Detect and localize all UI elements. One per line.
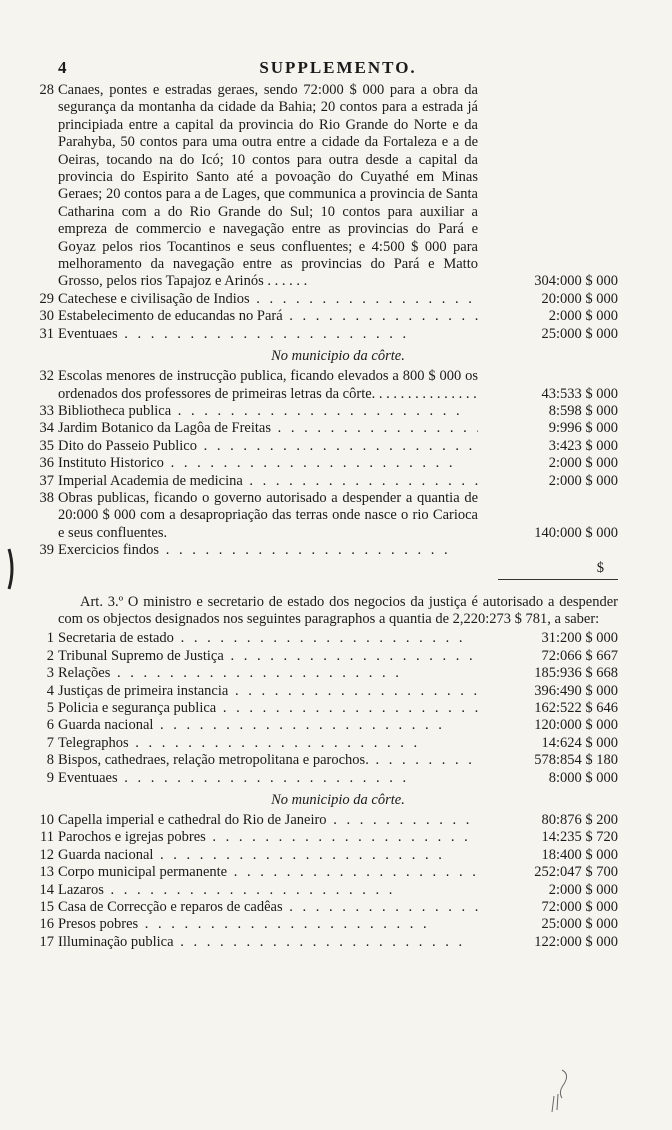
item-number: 10 (39, 812, 54, 829)
article-3-paragraph: Art. 3.º O ministro e secretario de estado dos negocios da justiça é autorisado a despender com os objectos designados nos seguintes paragraphos a quantia de 2,220:273 $ 781, a saber: (58, 593, 618, 627)
item-description: Jardim Botanico da Lagôa de Freitas . . . (58, 420, 478, 437)
budget-item (46, 630, 618, 647)
budget-item (46, 769, 618, 787)
item-amount: 72:066 $ 667 (541, 647, 618, 664)
item-number: 16 (39, 916, 54, 933)
item-number: 13 (39, 864, 54, 881)
item-number: 2 (46, 647, 54, 664)
item-description: Catechese e civilisação de Indios . . . (58, 291, 478, 308)
item-description: Exercicios findos . . . (58, 542, 478, 559)
item-description: Bibliotheca publica . . . (58, 403, 478, 420)
item-amount: 43:533 $ 000 (541, 385, 618, 402)
budget-item (39, 308, 618, 325)
item-number: 14 (39, 881, 54, 898)
budget-item (39, 812, 618, 829)
item-description: Guarda nacional . . . (58, 717, 478, 734)
section-items-1-9 (46, 630, 618, 787)
budget-item (39, 899, 618, 916)
item-number: 6 (46, 717, 54, 734)
item-description: Guarda nacional . . . (58, 847, 478, 864)
item-number: 38 (39, 489, 54, 506)
item-description: Estabelecimento de educandas no Pará . . . (58, 308, 478, 325)
item-description: Illuminação publica . . . (58, 934, 478, 951)
item-amount: 80:876 $ 200 (541, 812, 618, 829)
item-amount: 2:000 $ 000 (548, 881, 618, 898)
item-amount: 578:854 $ 180 (534, 752, 618, 769)
item-description: Policia e segurança publica . . . (58, 700, 478, 717)
item-number: 39 (39, 542, 54, 559)
item-number: 36 (39, 455, 54, 472)
item-number: 34 (39, 420, 54, 437)
item-description: Telegraphos . . . (58, 735, 478, 752)
item-description: Corpo municipal permanente . . . (58, 864, 478, 881)
item-number: 5 (46, 700, 54, 716)
budget-item (39, 846, 618, 864)
budget-item (39, 402, 618, 420)
budget-item (39, 489, 618, 542)
budget-item (39, 542, 618, 559)
item-number: 11 (40, 829, 54, 846)
item-number: 31 (39, 325, 54, 342)
budget-item (46, 647, 618, 665)
item-description: Dito do Passeio Publico . . . (58, 438, 478, 455)
page-header (58, 58, 618, 82)
item-number: 37 (39, 472, 54, 489)
item-description: Secretaria de estado . . . (58, 630, 478, 647)
subheading-municipio-corte-2: No municipio da côrte. (271, 792, 405, 809)
item-number: 17 (39, 933, 54, 950)
budget-item (46, 682, 618, 700)
item-amount: 25:000 $ 000 (541, 325, 618, 342)
item-amount: 72:000 $ 000 (541, 899, 618, 916)
item-description: Tribunal Supremo de Justiça . . . (58, 648, 478, 665)
budget-item (39, 420, 618, 437)
item-description: Escolas menores de instrucção publica, ficando elevados a 800 $ 000 os ordenados dos professores de primeiras letras da côrte. . . . . . . . . . . . . . . (58, 368, 478, 402)
item-number: 28 (39, 82, 54, 98)
item-amount: 8:000 $ 000 (548, 769, 618, 786)
item-amount: 14:235 $ 720 (541, 829, 618, 846)
budget-item (46, 700, 618, 717)
item-amount: 20:000 $ 000 (541, 290, 618, 307)
item-number: 29 (39, 290, 54, 307)
pencil-mark-icon (540, 1066, 580, 1116)
item-description: Instituto Historico . . . (58, 455, 478, 472)
item-amount: 31:200 $ 000 (541, 630, 618, 647)
item-number: 33 (39, 402, 54, 419)
section-divider (498, 579, 618, 580)
budget-item (39, 472, 618, 490)
item-amount: 25:000 $ 000 (541, 916, 618, 933)
budget-item (46, 752, 618, 769)
item-amount: 8:598 $ 000 (548, 402, 618, 419)
item-amount: 9:996 $ 000 (548, 420, 618, 437)
item-amount: 2:000 $ 000 (548, 308, 618, 325)
item-amount: 122:000 $ 000 (534, 933, 618, 950)
budget-item (46, 717, 618, 734)
budget-item (39, 864, 618, 881)
item-description: Eventuaes . . . (58, 326, 478, 343)
item-amount: 162:522 $ 646 (534, 700, 618, 716)
item-number: 4 (46, 682, 54, 699)
budget-item (39, 455, 618, 472)
item-amount: 2:000 $ 000 (548, 455, 618, 472)
item-amount: 14:624 $ 000 (541, 734, 618, 751)
item-description: Imperial Academia de medicina . . . (58, 473, 478, 490)
item-description: Capella imperial e cathedral do Rio de Janeiro . . . (58, 812, 478, 829)
section-items-28-31 (39, 82, 618, 343)
running-title: SUPPLEMENTO. (259, 58, 417, 77)
item-amount: 2:000 $ 000 (548, 472, 618, 489)
budget-item (39, 290, 618, 308)
item-number: 30 (39, 308, 54, 325)
item-description: Presos pobres . . . (58, 916, 478, 933)
item-amount: 140:000 $ 000 (534, 524, 618, 541)
budget-item (39, 881, 618, 899)
item-number: 35 (39, 437, 54, 454)
item-description: Relações . . . (58, 665, 478, 682)
item-number: 9 (46, 769, 54, 786)
budget-item (39, 368, 618, 403)
item-amount: 304:000 $ 000 (534, 273, 618, 290)
item-description: Bispos, cathedraes, relação metropolitana e parochos. . . . (58, 752, 478, 769)
item-number: 15 (39, 899, 54, 916)
item-description: Lazaros . . . (58, 882, 478, 899)
budget-item (46, 734, 618, 752)
item-amount: 185:936 $ 668 (534, 665, 618, 682)
item-description: Parochos e igrejas pobres . . . (58, 829, 478, 846)
budget-item (39, 82, 618, 291)
end-mark: $ (596, 559, 604, 576)
item-description: Canaes, pontes e estradas geraes, sendo 72:000 $ 000 para a obra da segurança da montanha da cidade da Bahia; 20 contos para a estrada já principiada entre a capital da provincia do Rio Grande do Norte e da Parahyba, 50 contos para uma outra entre a cidade da Fortaleza e a de Oeiras, tocando na do Icó; 10 contos para outra desde a capital da provincia do Espirito Santo até a povoação do Cuyathé em Minas Geraes; 20 contos para a de Lages, que communica a provincia de Santa Catharina com a do Rio Grande do Sul; 10 contos para auxiliar a empreza de commercio e navegação entre as provincias do Pará e Goyaz pelos rios Tocantinos e seus confluentes; e 4:500 $ 000 para melhoramento da navegação entre as provincias do Pará e Matto Grosso, pelos rios Tapajoz e Arinós . . . . . . (58, 82, 478, 290)
budget-item (46, 665, 618, 682)
document-page (39, 58, 618, 951)
item-amount: 252:047 $ 700 (534, 864, 618, 881)
item-amount: 120:000 $ 000 (534, 717, 618, 734)
budget-item (39, 933, 618, 951)
budget-item (39, 325, 618, 343)
item-amount: 18:400 $ 000 (541, 846, 618, 863)
item-number: 3 (46, 665, 54, 682)
section-items-10-17 (39, 812, 618, 951)
item-number: 7 (46, 734, 54, 751)
item-description: Justiças de primeira instancia . . . (58, 683, 478, 700)
item-description: Casa de Correcção e reparos de cadêas . . . (58, 899, 478, 916)
subheading-municipio-corte: No municipio da côrte. (271, 348, 405, 365)
item-amount: 396:490 $ 000 (534, 682, 618, 699)
item-description: Obras publicas, ficando o governo autorisado a despender a quantia de 20:000 $ 000 com a desapropriação das terras onde nasce o rio Carioca e seus confluentes. (58, 489, 478, 541)
item-number: 1 (46, 630, 54, 647)
budget-item (40, 829, 618, 846)
item-number: 8 (46, 752, 54, 769)
item-number: 12 (39, 846, 54, 863)
item-description: Eventuaes . . . (58, 770, 478, 787)
item-amount: 3:423 $ 000 (548, 437, 618, 454)
item-number: 32 (39, 368, 54, 385)
section-items-32-39 (39, 368, 618, 559)
budget-item (39, 916, 618, 933)
budget-item (39, 437, 618, 455)
margin-mark-icon (6, 548, 16, 590)
page-number: 4 (58, 58, 67, 77)
